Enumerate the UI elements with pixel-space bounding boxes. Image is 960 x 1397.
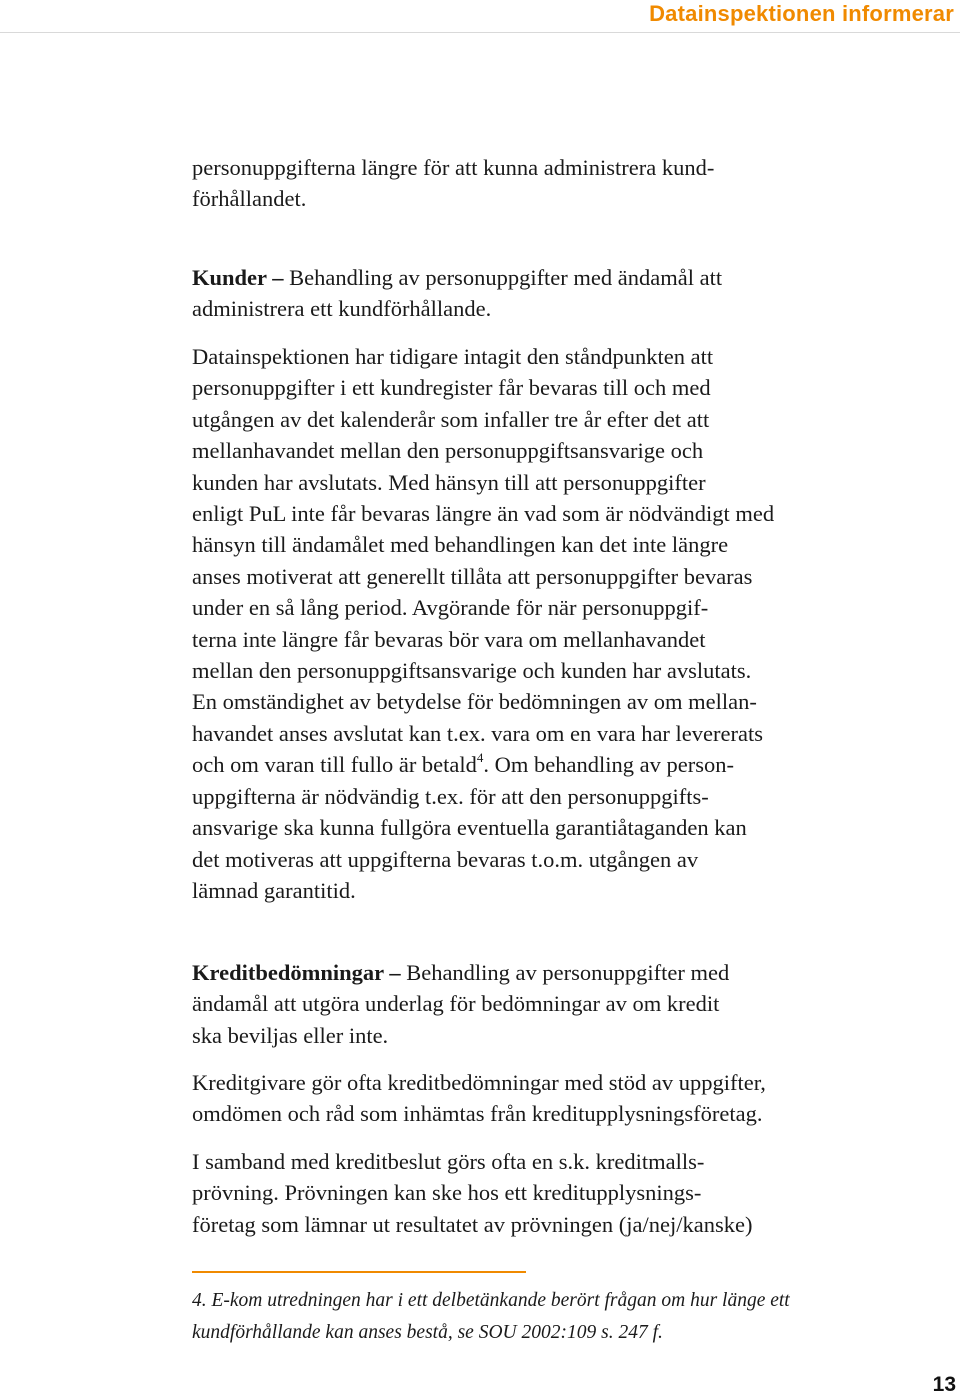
text-line: företag som lämnar ut resultatet av prövningen (ja/nej/kanske) [192,1211,753,1237]
text-line: utgången av det kalenderår som infaller tre år efter det att [192,406,710,432]
text-line [192,262,872,293]
text-line: lämnad garantitid. [192,877,356,903]
text-line: Kreditgivare gör ofta kreditbedömningar med stöd av uppgifter, [192,1070,766,1095]
text-line: terna inte längre får bevaras bör vara om mellanhavandet [192,626,706,652]
text-span: och om varan till fullo är betald [192,752,477,778]
text-line: det motiveras att uppgifterna bevaras t.o.m. utgången av [192,846,699,872]
footnote-divider [192,1271,526,1273]
page-header [0,0,960,33]
text-line [192,957,872,988]
text-line: En omständighet av betydelse för bedömningen av om mellan- [192,689,757,715]
term-kunder: Kunder – [192,265,284,290]
paragraph-kreditmallsprovning [192,1146,872,1240]
text-line: enligt PuL inte får bevaras längre än vad som är nödvändigt med [192,501,775,527]
text-line: ändamål att utgöra underlag för bedömningar av om kredit [192,991,720,1017]
text-line: prövning. Prövningen kan ske hos ett kreditupplysnings- [192,1180,702,1206]
footnote-reference[interactable]: 4 [476,749,484,765]
paragraph-continuation [192,152,872,215]
text-span: . Om behandling av person- [483,752,734,778]
text-line: kunden har avslutats. Med hänsyn till att personuppgifter [192,469,706,495]
text-span: Behandling av personuppgifter med ändamål att [283,265,723,290]
text-line: anses motiverat att generellt tillåta att personuppgifter bevaras [192,563,753,589]
paragraph-kundregister [192,341,872,906]
text-line: I samband med kreditbeslut görs ofta en s.k. kreditmalls- [192,1149,705,1174]
text-line: personuppgifterna längre för att kunna administrera kund- [192,155,715,180]
text-line: mellanhavandet mellan den personuppgiftsansvarige och [192,438,704,464]
text-line: personuppgifter i ett kundregister får bevaras till och med [192,375,711,401]
paragraph-kreditgivare [192,1067,872,1130]
footnote [192,1285,872,1349]
text-line: Datainspektionen har tidigare intagit den ståndpunkten att [192,344,714,369]
page-number: 13 [932,1373,956,1396]
text-line: ansvarige ska kunna fullgöra eventuella garantiåtaganden kan [192,815,747,841]
text-line: havandet anses avslutat kan t.ex. vara om en vara har levererats [192,720,763,746]
text-line: under en så lång period. Avgörande för när personuppgif- [192,595,709,621]
text-line: uppgifterna är nödvändig t.ex. för att den personuppgifts- [192,783,709,809]
header-title: Datainspektionen informerar [649,1,954,26]
text-line: administrera ett kundförhållande. [192,296,492,322]
text-line: ska beviljas eller inte. [192,1022,389,1048]
footnote-line: kundförhållande kan anses bestå, se SOU 2002:109 s. 247 f. [192,1322,663,1343]
term-kreditbedomningar: Kreditbedömningar – [192,960,401,985]
footnote-line: 4. E-kom utredningen har i ett delbetänkande berört frågan om hur länge ett [192,1290,790,1311]
text-line: mellan den personuppgiftsansvarige och kunden har avslutats. [192,658,752,684]
paragraph-kunder [192,262,872,325]
text-line: omdömen och råd som inhämtas från kreditupplysningsföretag. [192,1101,763,1127]
text-span: Behandling av personuppgifter med [400,960,730,985]
text-line [192,749,872,780]
paragraph-kreditbedomningar [192,957,872,1051]
text-line: förhållandet. [192,186,307,212]
text-line: hänsyn till ändamålet med behandlingen kan det inte längre [192,532,729,558]
